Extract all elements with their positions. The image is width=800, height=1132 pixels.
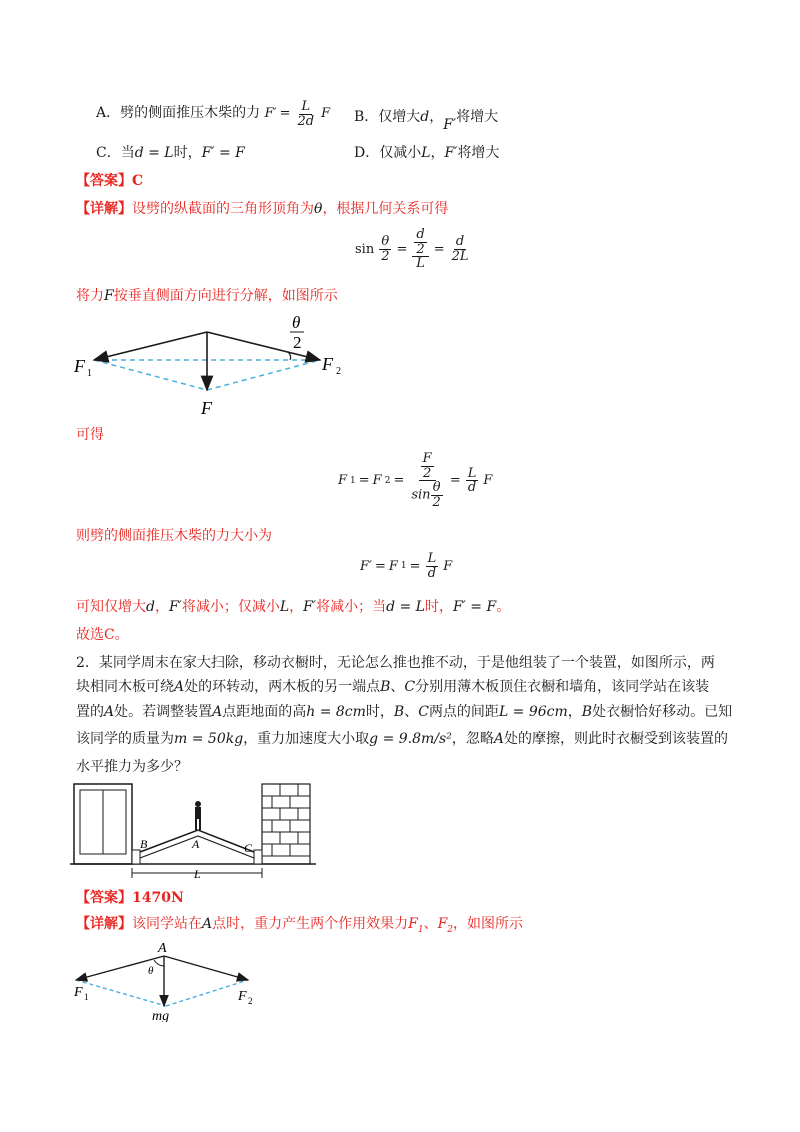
option-c: C．当d = L时，F′ = F [96,145,245,161]
block-b [132,850,140,864]
wardrobe-diagram [70,782,320,884]
q2-line1: 2．某同学周末在家大扫除，移动衣橱时，无论怎么推也推不动，于是他组装了一个装置，如图所示，两 [76,655,715,671]
dashed-left-2 [76,980,166,1006]
f2-arrow [207,332,320,360]
label-f2-sub: 2 [336,366,341,377]
q1-decompose: 将力F按垂直侧面方向进行分解，如图所示 [76,288,338,304]
label-c: C [244,841,253,855]
q1-answer: 【答案】C [76,173,144,189]
dashed-right [207,360,320,390]
dashed-left [94,360,207,390]
q1-side-force: 则劈的侧面推压木柴的力大小为 [76,528,272,544]
block-c [254,850,262,864]
force-diagram-1 [70,312,360,422]
q1-final: 故选C。 [76,627,129,643]
label-f: F [201,398,212,418]
q1-kede: 可得 [76,427,104,443]
option-b: B．仅增大d，F′将增大 [354,109,499,133]
label-f1: F [74,356,85,376]
equation-sin: sin $\frac{\theta}{2}$ = $\frac{\frac{d}{2}}{L}$ = $\frac{d}{2L}$ [355,227,469,272]
label-a: A [192,837,200,851]
q2-detail: 【详解】该同学站在A点时，重力产生两个作用效果力$F_1$、$F_2$，如图所示 [76,916,524,935]
f2-arrow-2 [164,956,248,980]
label-f2-2-sub: 2 [248,996,253,1006]
label-b: B [140,837,148,851]
equation-f1f2: F 1 = F 2 = $\frac{F}{2}$ sin $\frac{\theta}{2}$ = $\frac{L}{d}$ F [338,451,493,510]
q1-detail: 【详解】设劈的纵截面的三角形顶角为θ，根据几何关系可得 [76,201,449,217]
dashed-right-2 [166,980,248,1006]
equation-fprime: F′ = F 1 = $\frac{L}{d}$ F [360,551,453,581]
label-a-2: A [158,941,167,956]
label-f1-2: F [74,985,83,1000]
person-icon [195,801,201,830]
label-mg: mg [152,1009,170,1022]
label-f1-sub: 1 [87,368,92,379]
label-theta: θ [292,313,301,332]
q2-line2: 块相同木板可绕A处的环转动，两木板的另一端点B、C分别用薄木板顶住衣橱和墙角，该同学站在该装 [76,679,710,695]
f1-arrow [94,332,207,360]
label-theta-2: θ [148,965,154,977]
label-two: 2 [293,333,302,352]
label-l: L [194,867,201,881]
force-diagram-2 [70,938,270,1022]
q2-line4: 该同学的质量为m = 50kg，重力加速度大小取g = 9.8m/s²，忽略A处的摩擦，则此时衣橱受到该装置的 [76,731,728,747]
q2-answer: 【答案】1470N [76,890,184,906]
q2-line3: 置的A处。若调整装置A点距地面的高h = 8cm时，B、C两点的间距L = 96cm，B处衣橱恰好移动。已知 [76,704,733,720]
label-f2: F [322,354,333,374]
q2-line5: 水平推力为多少？ [76,759,188,775]
label-f1-2-sub: 1 [84,992,89,1002]
option-d: D．仅减小L，F′将增大 [354,145,500,161]
option-a: A．劈的侧面推压木柴的力 F′ = $\frac{L}{2d}$ F [96,98,331,129]
q1-conclusion: 可知仅增大d，F′将减小；仅减小L，F′将减小；当d = L时，F′ = F。 [76,599,511,615]
angle-arc-2 [154,960,164,966]
brick-wall [262,784,310,864]
label-f2-2: F [238,989,247,1004]
